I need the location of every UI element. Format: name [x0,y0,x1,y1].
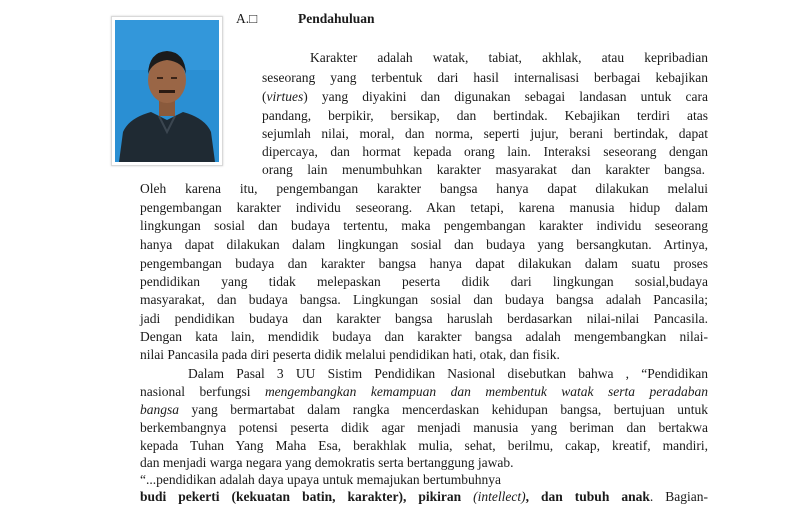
text-line [140,419,708,436]
section-title: Pendahuluan [298,11,375,26]
text-segment: pendidikan yang tidak melepaskan peserta didik dari lingkungan sosial,budaya [140,273,708,289]
text-segment: . Bagian- [649,489,708,504]
text-segment: Dengan kata lain, mendidik budaya dan karakter bangsa adalah mengembangkan nilai- [140,329,708,345]
text-segment: pengembangan budaya dan karakter bangsa hanya dapat dilakukan dalam suatu proses [140,255,708,271]
text-line [310,49,708,66]
author-photo [111,16,223,166]
text-segment: virtues [266,88,304,104]
text-segment: seseorang yang terbentuk dari hasil internalisasi berbagai kebajikan [262,69,708,85]
text-segment: “...pendidikan adalah daya upaya untuk memajukan bertumbuhnya [140,472,502,487]
text-line [262,125,708,142]
text-segment: pandang, berpikir, bersikap, dan bertindak. Kebajikan terdiri atas [262,107,708,123]
text-line [262,107,708,124]
text-line [262,143,708,160]
text-segment: bangsa [140,402,180,418]
text-line [140,199,708,216]
text-segment: , dan tubuh anak [525,489,650,504]
text-segment: berkembangnya potensi peserta didik agar menjadi manusia yang beriman dan bertakwa [140,420,708,436]
text-segment: dipercaya, dan hormat kepada orang lain. Interaksi seseorang dengan [262,144,708,160]
text-line [140,310,708,327]
text-segment: masyarakat, dan budaya bangsa. Lingkungan sosial dan budaya bangsa adalah Pancasila; [140,291,708,307]
text-line [262,69,708,86]
text-segment: Karakter adalah watak, tabiat, akhlak, atau kepribadian [310,50,708,65]
text-line [140,383,708,400]
text-segment: yang bermartabat dalam rangka mencerdaskan kehidupan bangsa, bertujuan untuk [179,402,708,418]
text-segment: Dalam Pasal 3 UU Sistim Pendidikan Nasional disebutkan bahwa , “Pendidikan [188,366,708,382]
text-segment: budi pekerti (kekuatan batin, karakter), pikiran [140,489,474,504]
section-number: A.□ [236,11,258,26]
text-line [140,236,708,253]
portrait-image [115,20,219,162]
text-segment: ( [262,88,267,104]
text-segment: (intellect) [473,489,526,504]
text-segment: mengembangkan kemampuan dan membentuk watak serta peradaban [264,384,708,400]
text-line [140,454,550,471]
text-segment: ) yang diyakini dan digunakan sebagai landasan untuk cara [303,88,708,104]
text-segment: hanya dapat dilakukan dalam lingkungan sosial dan budaya yang bersangkutan. Artinya, [140,236,708,252]
text-segment: nilai Pancasila pada diri peserta didik melalui pendidikan hati, otak, dan fisik. [140,347,560,363]
text-line [140,180,708,197]
text-segment: kepada Tuhan Yang Maha Esa, berakhlak mulia, sehat, berilmu, cakap, kreatif, mandiri, [140,438,708,454]
text-line [140,346,600,363]
text-line [262,88,708,105]
text-line [140,328,708,345]
text-segment: Oleh karena itu, pengembangan karakter bangsa hanya dapat dilakukan melalui [140,181,708,197]
text-segment: jadi pendidikan budaya dan karakter bangsa haruslah berdasarkan nilai-nilai Pancasila. [140,310,708,326]
text-line [262,161,705,178]
text-segment: lingkungan sosial dan budaya tertentu, maka pengembangan karakter individu seseorang [140,218,708,234]
text-segment: dan menjadi warga negara yang demokratis serta bertanggung jawab. [140,455,514,470]
text-line [140,273,708,290]
text-line [140,291,708,308]
text-line [140,488,708,505]
text-line [140,255,708,272]
text-segment: orang lain menumbuhkan karakter masyarakat dan karakter bangsa. [262,162,705,178]
text-line [140,437,708,454]
text-segment: sejumlah nilai, moral, dan norma, seperti jujur, berani bertindak, dapat [262,126,708,142]
text-segment: nasional berfungsi [140,384,265,400]
text-segment: pengembangan karakter individu seseorang. Akan tetapi, karena manusia hidup dalam [140,200,708,216]
text-line [140,401,708,418]
text-line [140,471,540,488]
text-line [140,217,708,234]
text-line [188,365,708,382]
